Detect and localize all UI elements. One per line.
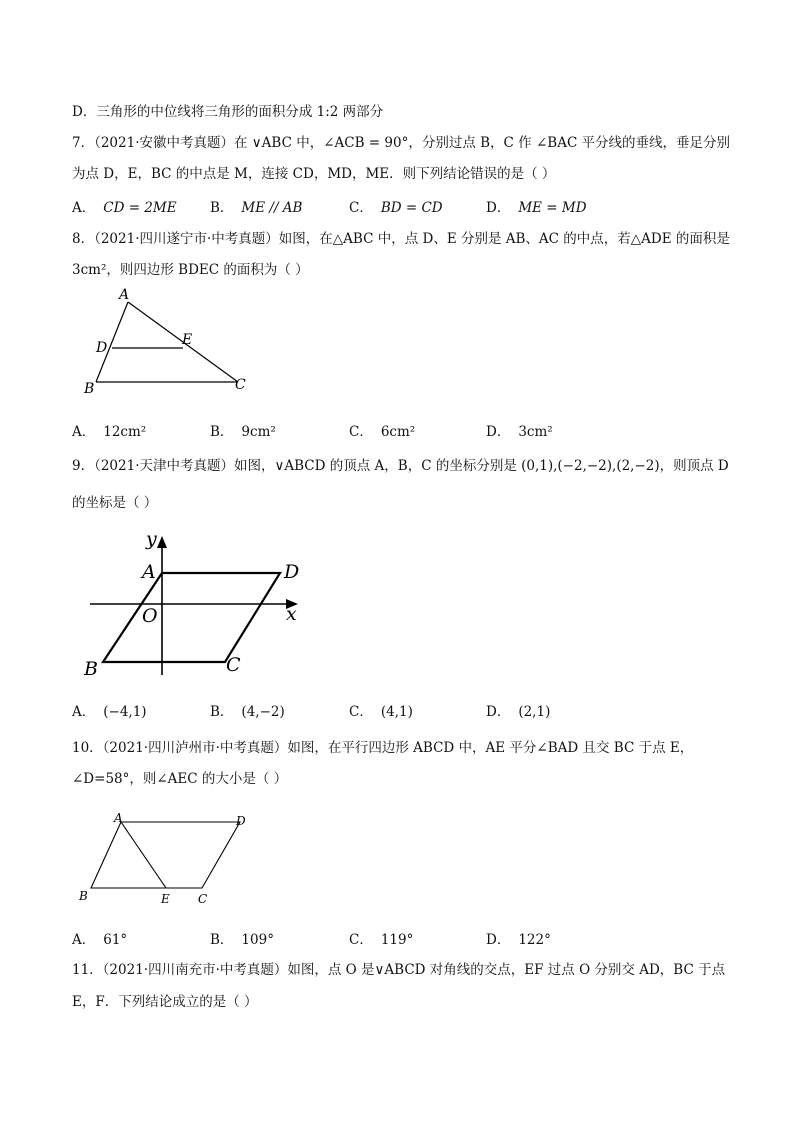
q10-option-b[interactable]: B． 109° (210, 932, 274, 948)
q9-label-y: y (146, 528, 157, 550)
q7-option-a[interactable]: A． CD = 2ME (72, 200, 177, 216)
q9-option-b[interactable]: B． (4,−2) (210, 704, 285, 720)
q10-option-c[interactable]: C． 119° (349, 932, 414, 948)
q9-label-c: C (226, 654, 241, 676)
q8-stem-line1: 8．（2021·四川遂宁市·中考真题）如图，在△ABC 中，点 D、E 分别是 AB、AC 的中点，若△ADE 的面积是 (72, 231, 730, 247)
q9-label-o: O (142, 605, 158, 627)
q10-label-e: E (161, 892, 170, 906)
q8-label-b: B (84, 381, 95, 397)
q7-option-b[interactable]: B． ME // AB (210, 200, 303, 216)
q7-stem-line2: 为点 D，E，BC 的中点是 M，连接 CD，MD，ME．则下列结论错误的是（ ） (72, 166, 556, 182)
q8-triangle-figure (80, 285, 270, 400)
q9-coordinate-figure (80, 525, 320, 685)
q10-label-d: D (236, 814, 246, 828)
q10-label-c: C (198, 892, 208, 906)
q9-label-x: x (286, 603, 297, 625)
q10-stem-line2: ∠D=58°，则∠AEC 的大小是（ ） (72, 771, 288, 787)
q8-option-a[interactable]: A． 12cm² (72, 424, 147, 440)
q7-option-d[interactable]: D． ME = MD (486, 200, 587, 216)
q11-stem-line2: E，F．下列结论成立的是（ ） (72, 994, 258, 1010)
q8-stem-line2: 3cm²，则四边形 BDEC 的面积为（ ） (72, 262, 309, 278)
q8-label-c: C (235, 377, 246, 393)
q10-label-a: A (114, 811, 123, 825)
q9-label-a: A (142, 561, 156, 583)
q11-stem-line1: 11．（2021·四川南充市·中考真题）如图，点 O 是∨ABCD 对角线的交点，EF 过点 O 分别交 AD，BC 于点 (72, 962, 726, 978)
q10-parallelogram-figure (75, 808, 265, 908)
q8-option-d[interactable]: D． 3cm² (486, 424, 553, 440)
q10-label-b: B (79, 889, 88, 903)
q8-option-b[interactable]: B． 9cm² (210, 424, 276, 440)
q7-stem-line1: 7．（2021·安徽中考真题）在 ∨ABC 中，∠ACB = 90°，分别过点 B，C 作 ∠BAC 平分线的垂线，垂足分别 (72, 135, 731, 151)
q9-option-c[interactable]: C． (4,1) (349, 704, 413, 720)
q8-option-c[interactable]: C． 6cm² (349, 424, 416, 440)
q9-stem-line2: 的坐标是（ ） (72, 495, 158, 511)
q9-option-d[interactable]: D． (2,1) (486, 704, 551, 720)
q9-label-b: B (84, 658, 98, 680)
q9-option-a[interactable]: A． (−4,1) (72, 704, 147, 720)
q6-option-d: D．三角形的中位线将三角形的面积分成 1:2 两部分 (72, 104, 384, 120)
q9-stem-line1: 9．（2021·天津中考真题）如图，∨ABCD 的顶点 A，B，C 的坐标分别是 (0,1),(−2,−2),(2,−2)，则顶点 D (72, 458, 729, 474)
q8-label-d: D (96, 340, 108, 356)
q8-label-a: A (119, 287, 130, 303)
q10-option-d[interactable]: D． 122° (486, 932, 551, 948)
q10-option-a[interactable]: A． 61° (72, 932, 128, 948)
q10-stem-line1: 10．（2021·四川泸州市·中考真题）如图，在平行四边形 ABCD 中，AE 平分∠BAD 且交 BC 于点 E， (72, 740, 694, 756)
q9-label-d: D (284, 561, 300, 583)
q8-label-e: E (182, 332, 193, 348)
q7-option-c[interactable]: C． BD = CD (349, 200, 443, 216)
